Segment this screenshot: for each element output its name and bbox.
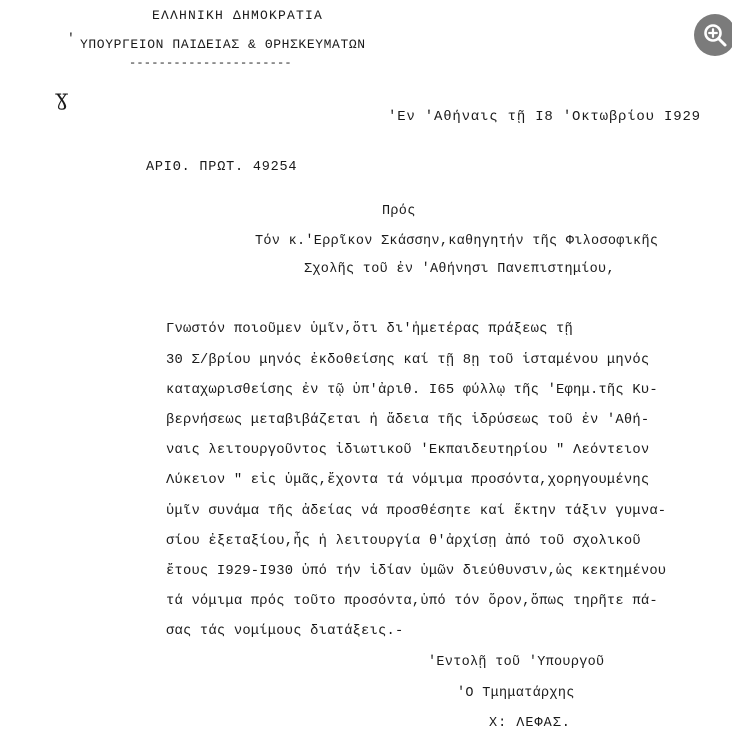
body-line: σίου ἐξεταξίου,ἧς ἡ λειτουργία θ'ἀρχίσῃ ἀπό τοῦ σχολικοῦ	[166, 534, 641, 549]
signature-name: Χ: ΛΕΦΑΣ.	[489, 716, 571, 731]
ministry-header: ΥΠΟΥΡΓΕΙΟΝ ΠΑΙΔΕΙΑΣ & ΘΡΗΣΚΕΥΜΑΤΩΝ	[80, 37, 366, 52]
signature-line-1: ʹΕντολῇ τοῦ ʹΥπουργοῦ	[428, 655, 605, 670]
header-divider: ----------------------	[129, 56, 292, 70]
body-line: βερνήσεως μεταβιβάζεται ἡ ἄδεια τῆς ἱδρύσεως τοῦ ἐν ʹΑθή-	[166, 413, 650, 428]
margin-scribble: ɣ	[55, 86, 69, 111]
recipient-label: Πρός	[382, 204, 416, 219]
body-line: τά νόμιμα πρός τοῦτο προσόντα,ὑπό τόν ὅρον,ὅπως τηρῆτε πά-	[166, 594, 658, 609]
body-line: σας τάς νομίμους διατάξεις.-	[166, 624, 404, 639]
recipient-line-1: Τόν κ.ʹΕρρῖκον Σκάσσην,καθηγητήν τῆς Φιλοσοφικῆς	[255, 234, 659, 249]
body-line: ἔτους Ι929-Ι930 ὑπό τήν ἰδίαν ὑμῶν διεύθυνσιν,ὡς κεκτημένου	[166, 564, 667, 579]
recipient-line-2: Σχολῆς τοῦ ἐν ʹΑθήνησι Πανεπιστημίου,	[304, 262, 615, 277]
zoom-in-button[interactable]	[694, 14, 732, 56]
state-header: ΕΛΛΗΝΙΚΗ ΔΗΜΟΚΡΑΤΙΑ	[152, 8, 324, 23]
body-line: ὑμῖν συνάμα τῆς ἀδείας νά προσθέσητε καί ἕκτην τάξιν γυμνα-	[166, 504, 667, 519]
signature-title: ʹΟ Τμηματάρχης	[457, 686, 575, 701]
date-line: ʹΕν ʹΑθήναις τῇ Ι8 ʹΟκτωβρίου Ι929	[388, 109, 701, 125]
body-line: ναις λειτουργοῦντος ἰδιωτικοῦ ʹΕκπαιδευτηρίου " Λεόντειον	[166, 443, 650, 458]
body-line: 30 Σ/βρίου μηνός ἐκδοθείσης καί τῇ 8ῃ τοῦ ἱσταμένου μηνός	[166, 353, 650, 368]
zoom-in-icon	[702, 22, 728, 48]
body-line: καταχωρισθείσης ἐν τῷ ὑπ'ἀριθ. Ι65 φύλλῳ τῆς ʹΕφημ.τῆς Κυ-	[166, 383, 658, 398]
body-line: Γνωστόν ποιοῦμεν ὑμῖν,ὅτι δι'ἡμετέρας πράξεως τῇ	[166, 322, 574, 337]
margin-mark: ʹ	[67, 31, 76, 46]
body-line: Λύκειον " εἰς ὑμᾶς,ἔχοντα τά νόμιμα προσόντα,χορηγουμένης	[166, 473, 650, 488]
protocol-number: ΑΡΙΘ. ΠΡΩΤ. 49254	[146, 160, 298, 175]
